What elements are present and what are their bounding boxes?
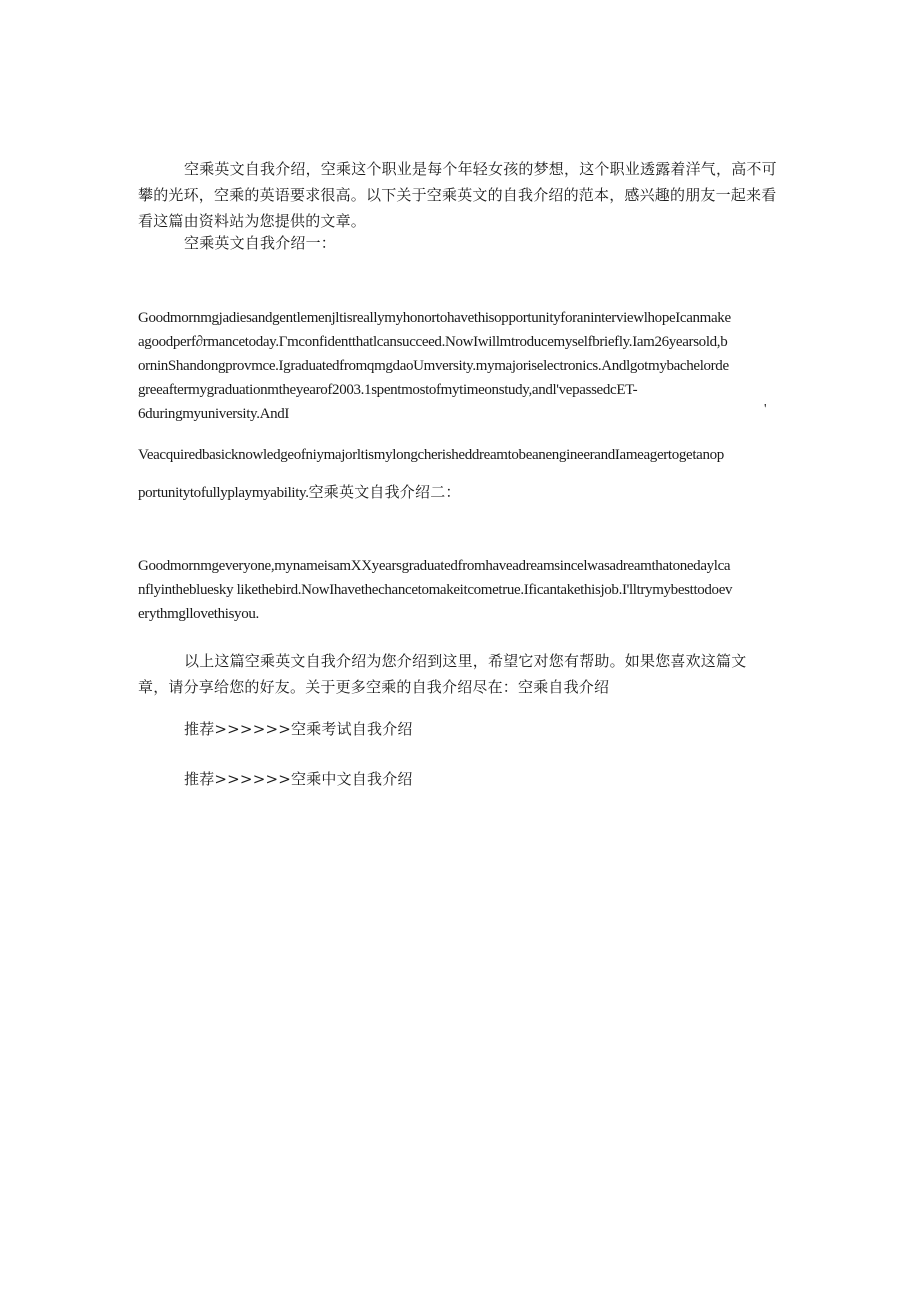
recommendation-link-exam[interactable]: 推荐>>>>>>空乘考试自我介绍: [184, 720, 413, 738]
english-line: GoodmornmgjadiesandgentlemenjltisreallymyhonortohavethisopportunityforaninterviewlhopeIcanmake: [138, 310, 731, 326]
english-intro-one-continued: [138, 443, 788, 467]
english-line: orninShandongprovmce.IgraduatedfromqmgdaoUmversity.mymajoriselectronics.Andlgotmybachelorde: [138, 358, 729, 374]
english-line: erythmgllovethisyou.: [138, 606, 259, 622]
intro-paragraph: [138, 156, 788, 234]
stray-apostrophe: ': [764, 402, 767, 417]
intro-line: 看这篇由资料站为您提供的文章。: [138, 212, 367, 230]
section-heading-one: 空乘英文自我介绍一：: [184, 234, 337, 252]
english-line: portunitytofullyplaymyability.: [138, 485, 309, 501]
recommendation-link-chinese[interactable]: 推荐>>>>>>空乘中文自我介绍: [184, 770, 413, 788]
english-line: Goodmornmgeveryone,mynameisamXXyearsgraduatedfromhaveadreamsincelwasadreamthatonedaylca: [138, 558, 731, 574]
english-line: agoodperf∂rmancetoday.Γmconfidentthatlcansucceed.NowIwillmtroducemyselfbriefly.Iam26yearsold,b: [138, 334, 728, 350]
intro-line: 空乘英文自我介绍，空乘这个职业是每个年轻女孩的梦想，这个职业透露着洋气，高不可: [184, 160, 777, 178]
outro-line: 以上这篇空乘英文自我介绍为您介绍到这里，希望它对您有帮助。如果您喜欢这篇文: [184, 652, 747, 670]
english-intro-one-end: [138, 480, 788, 505]
english-intro-one: [138, 306, 788, 426]
english-line: greeaftermygraduationmtheyearof2003.1spentmostofmytimeonstudy,andl'vepassedcET-: [138, 382, 638, 398]
section-heading-two: 空乘英文自我介绍二：: [308, 483, 461, 501]
outro-line: 章，请分享给您的好友。关于更多空乘的自我介绍尽在：空乘自我介绍: [138, 678, 610, 696]
english-line: nflyinthebluesky likethebird.NowIhavethechancetomakeitcometrue.Ificantakethisjob.I'lltrymybesttodoev: [138, 582, 733, 598]
english-intro-two: [138, 554, 788, 626]
intro-line: 攀的光环，空乘的英语要求很高。以下关于空乘英文的自我介绍的范本，感兴趣的朋友一起来看: [138, 186, 777, 204]
outro-paragraph: [138, 648, 788, 700]
english-line: VeacquiredbasicknowledgeofniymajorltismylongcherisheddreamtobeanengineerandIameagertogetanop: [138, 447, 724, 463]
english-line: 6duringmyuniversity.AndI: [138, 406, 290, 422]
